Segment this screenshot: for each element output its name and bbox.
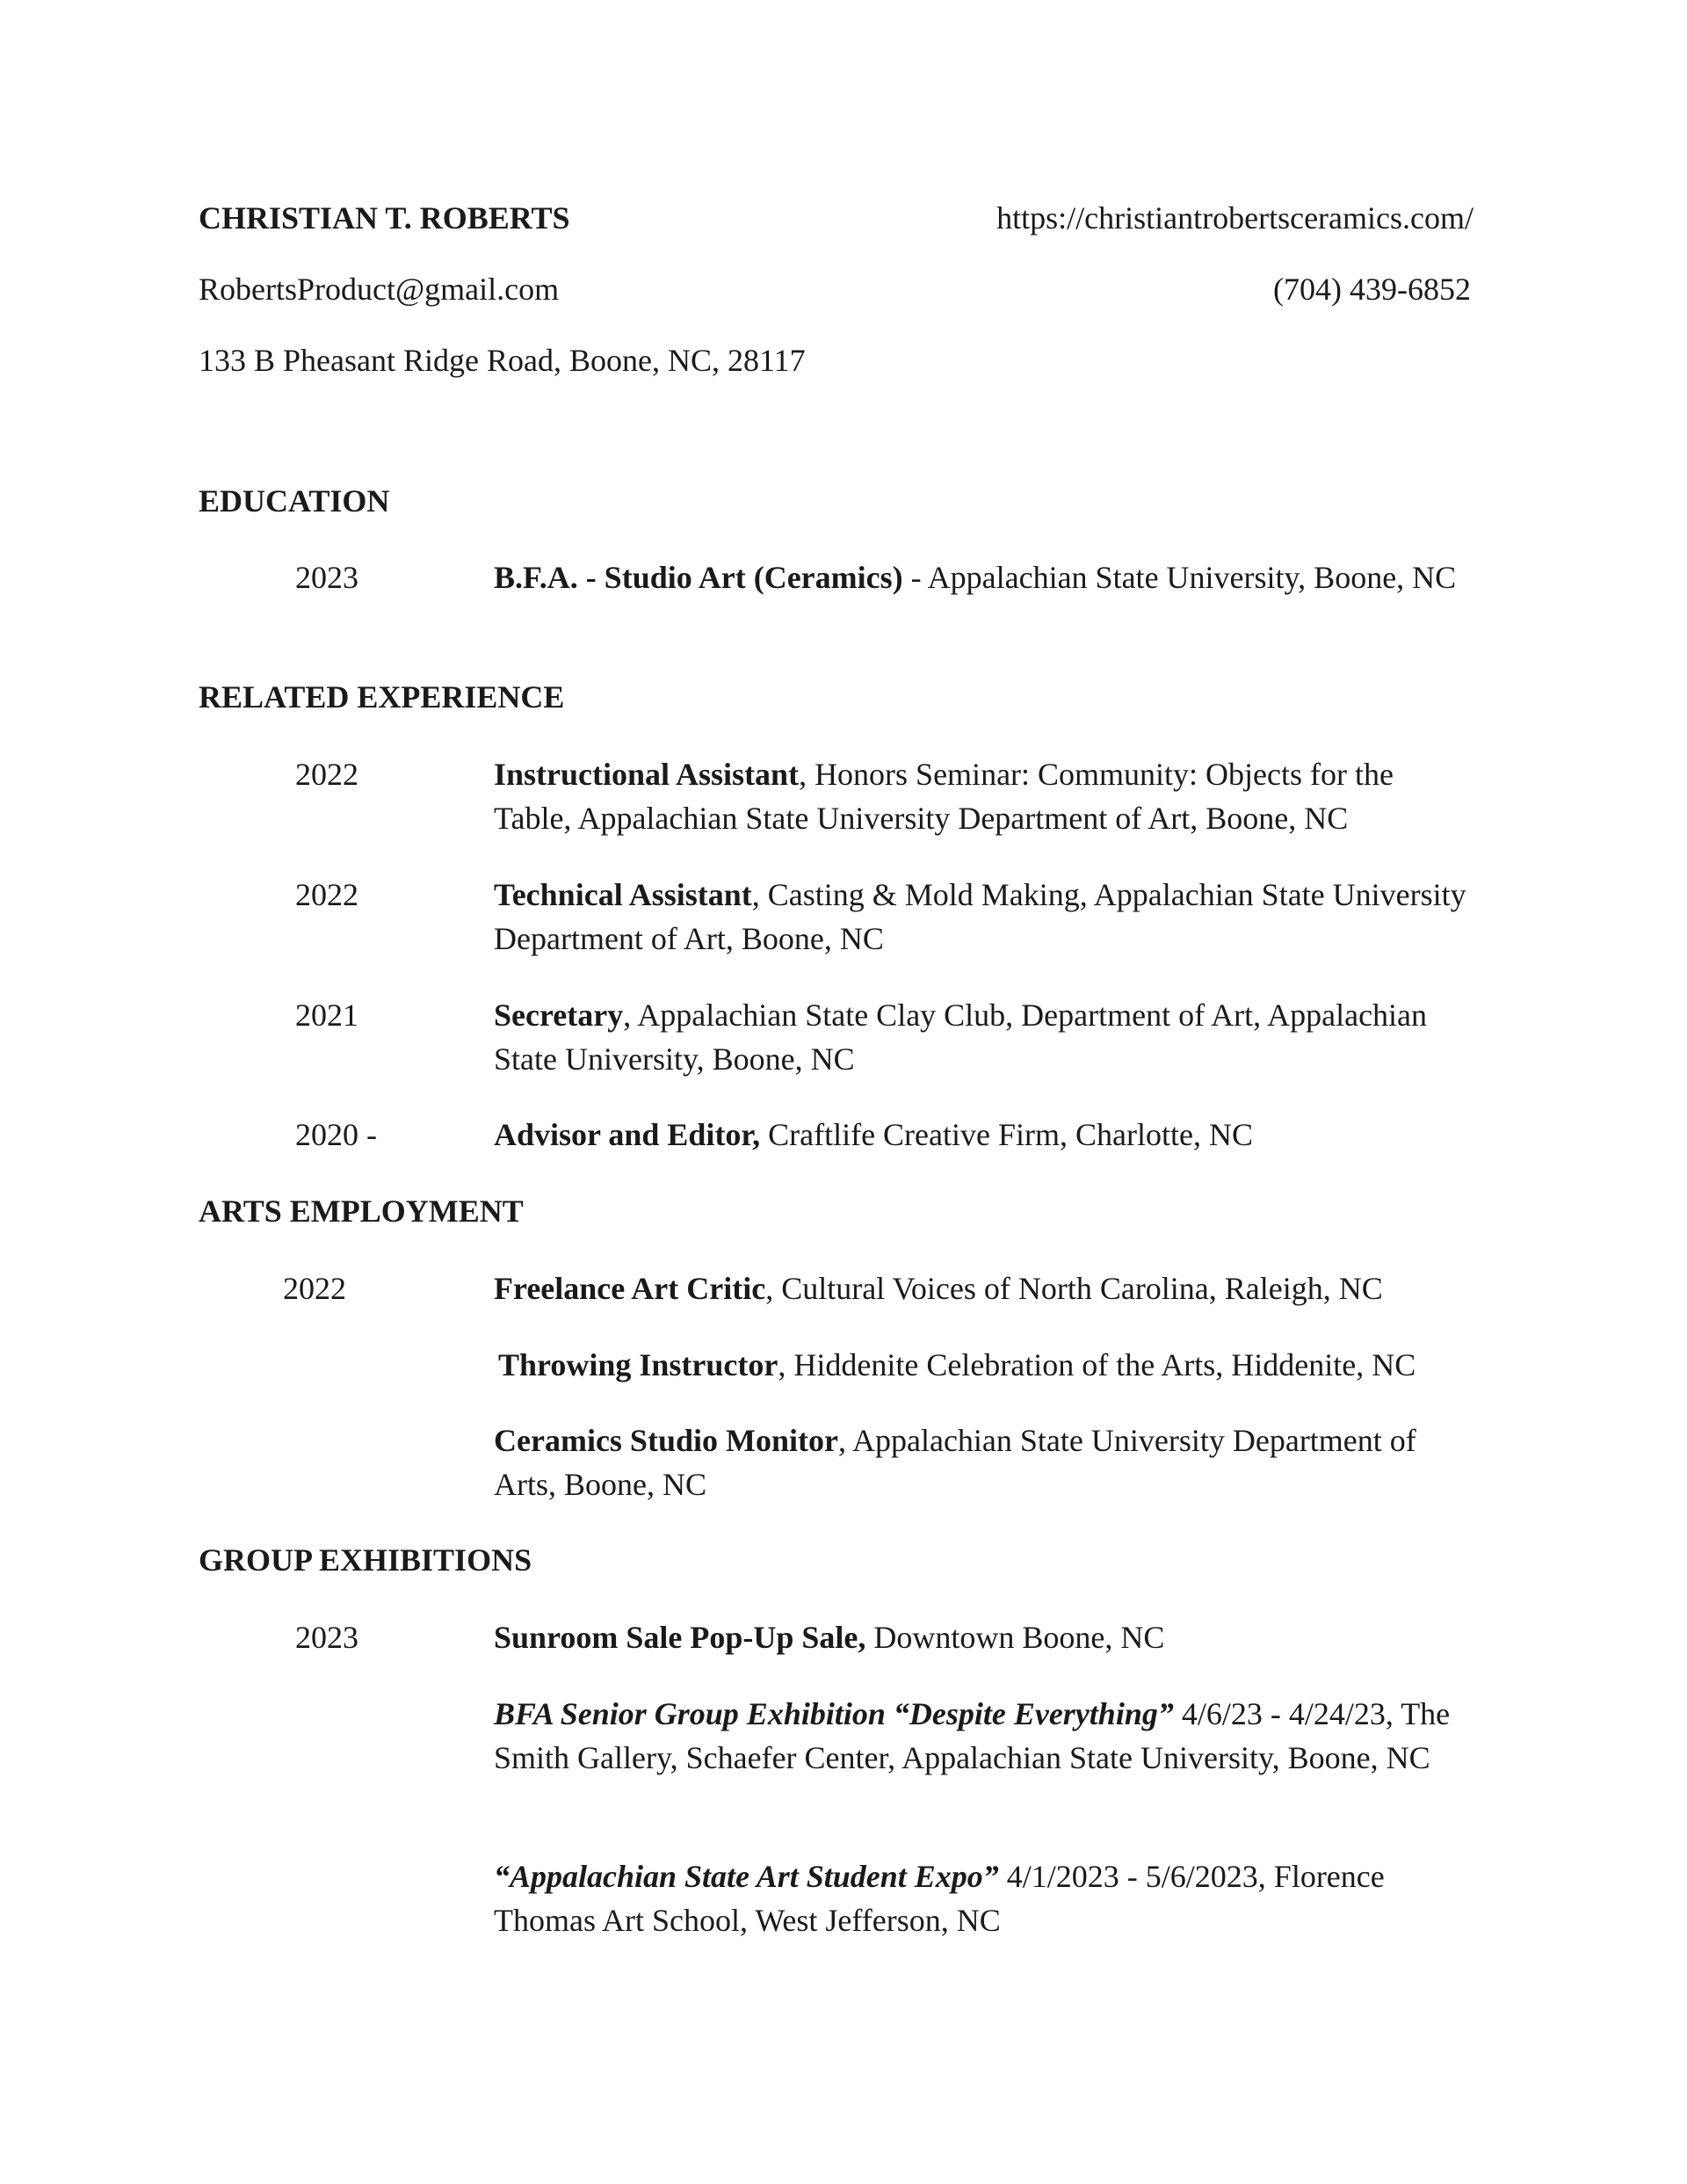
exhibition-entry [494,1854,1478,1942]
mailing-address: 133 B Pheasant Ridge Road, Boone, NC, 28117 [199,343,806,378]
entry-title: Ceramics Studio Monitor [494,1423,838,1458]
entry-year: 2020 - [295,1117,377,1152]
email-address[interactable]: RobertsProduct@gmail.com [199,272,560,307]
employment-entry [494,1419,1478,1506]
entry-details: , Hiddenite Celebration of the Arts, Hiddenite, NC [778,1347,1416,1382]
entry-details: 4/1/2023 - 5/6/2023, Florence Thomas Art School, West Jefferson, NC [494,1859,1385,1938]
entry-title: Throwing Instructor [498,1347,778,1382]
entry-title: Technical Assistant [494,877,752,912]
exhibition-entry [494,1615,1478,1659]
education-entry [494,555,1478,599]
entry-details: , Casting & Mold Making, Appalachian State University Department of Art, Boone, NC [494,877,1466,956]
entry-title: Freelance Art Critic [494,1271,766,1306]
section-heading-education: EDUCATION [199,483,390,519]
candidate-name: CHRISTIAN T. ROBERTS [199,200,570,236]
entry-title: “Appalachian State Art Student Expo” [494,1859,999,1894]
entry-details: - Appalachian State University, Boone, NC [902,560,1457,595]
entry-details: , Cultural Voices of North Carolina, Raleigh, NC [765,1271,1383,1306]
section-heading-arts-employment: ARTS EMPLOYMENT [199,1194,524,1229]
section-heading-related-experience: RELATED EXPERIENCE [199,679,565,715]
exhibition-entry [494,1692,1478,1780]
entry-title: Secretary [494,998,624,1033]
entry-details: Downtown Boone, NC [865,1620,1165,1655]
entry-year: 2022 [295,757,358,792]
entry-details: , Honors Seminar: Community: Objects for the Table, Appalachian State University Department of Art, Boone, NC [494,757,1394,836]
entry-title: B.F.A. - Studio Art (Ceramics) [494,560,903,595]
entry-year: 2022 [295,877,358,912]
employment-entry [498,1343,1482,1387]
phone-number: (704) 439-6852 [1273,272,1471,307]
experience-entry [494,993,1478,1081]
experience-entry [494,1113,1478,1157]
entry-details: Craftlife Creative Firm, Charlotte, NC [760,1117,1253,1152]
entry-title: Sunroom Sale Pop-Up Sale, [494,1620,866,1655]
entry-details: , Appalachian State Clay Club, Department of Art, Appalachian State University, Boone, NC [494,998,1428,1077]
entry-title: Instructional Assistant [494,757,800,792]
entry-details: , Appalachian State University Department of Arts, Boone, NC [494,1423,1416,1502]
entry-title: Advisor and Editor, [494,1117,761,1152]
section-heading-group-exhibitions: GROUP EXHIBITIONS [199,1542,532,1578]
website-link[interactable]: https://christiantrobertsceramics.com/ [996,200,1473,236]
experience-entry [494,873,1478,961]
entry-title: BFA Senior Group Exhibition “Despite Everything” [494,1696,1174,1731]
entry-year: 2021 [295,998,358,1033]
experience-entry [494,752,1478,840]
entry-year: 2023 [295,1620,358,1655]
entry-year: 2023 [295,560,358,595]
entry-details: 4/6/23 - 4/24/23, The Smith Gallery, Schaefer Center, Appalachian State University, Boone, NC [494,1696,1451,1775]
employment-entry [494,1266,1478,1310]
entry-year: 2022 [283,1271,346,1306]
